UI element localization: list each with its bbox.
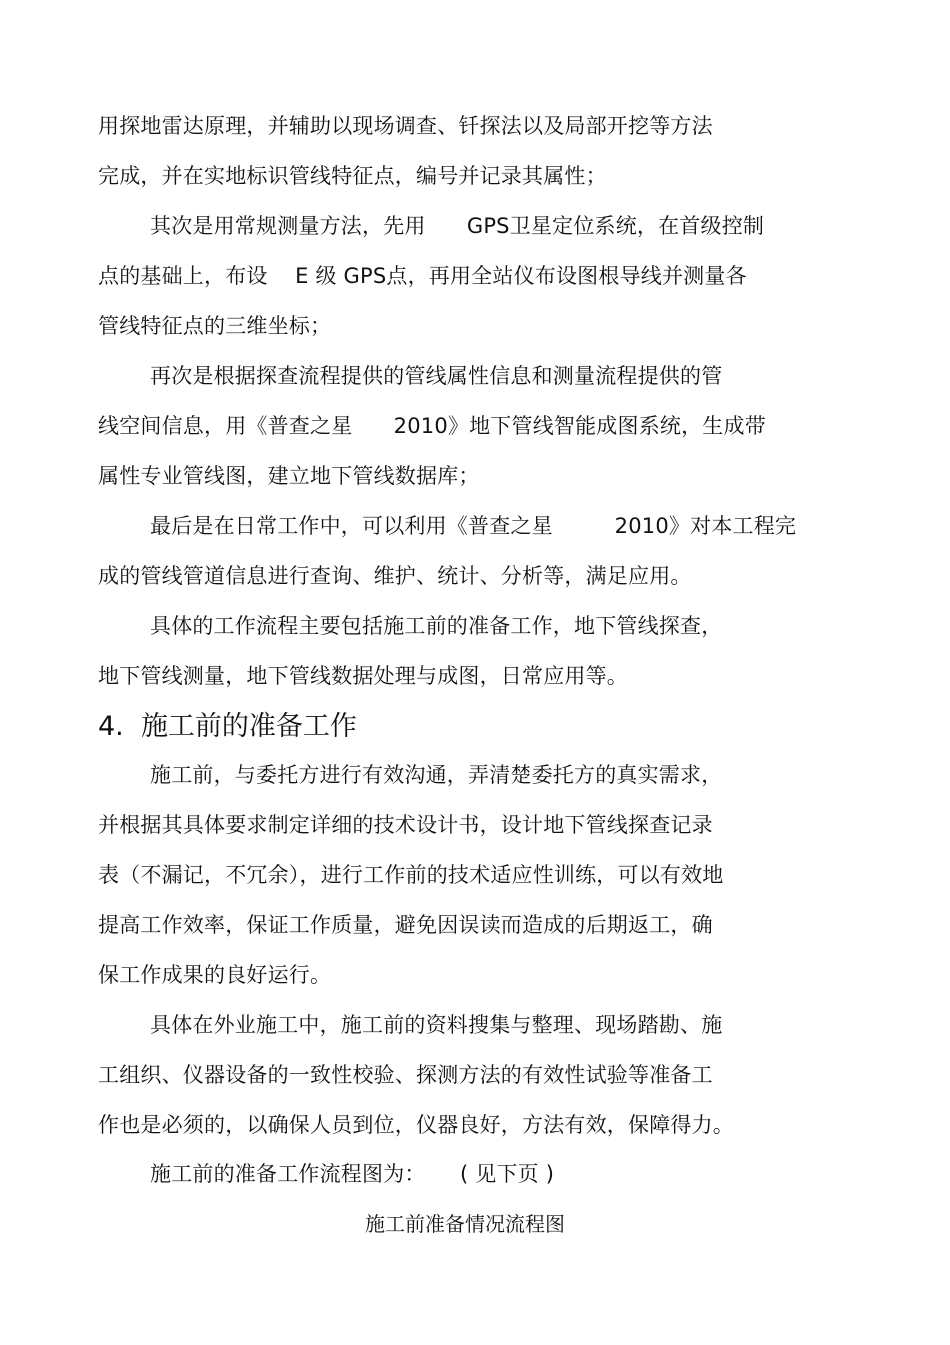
paragraph-line: 成的管线管道信息进行查询、维护、统计、分析等，满足应用。 bbox=[98, 564, 692, 588]
paragraph-line: 再次是根据探查流程提供的管线属性信息和测量流程提供的管 bbox=[150, 364, 723, 388]
figure-caption: 施工前准备情况流程图 bbox=[365, 1212, 565, 1236]
paragraph-line: 具体在外业施工中，施工前的资料搜集与整理、现场踏勘、施 bbox=[150, 1013, 723, 1037]
paragraph-line: 属性专业管线图，建立地下管线数据库； bbox=[98, 464, 480, 488]
paragraph-line: 最后是在日常工作中，可以利用《普查之星 2010》对本工程完 bbox=[150, 514, 797, 538]
paragraph-line: 其次是用常规测量方法，先用 GPS卫星定位系统，在首级控制 bbox=[150, 214, 765, 238]
section-title: 施工前的准备工作 bbox=[140, 711, 357, 742]
paragraph-line: 提高工作效率，保证工作质量，避免因误读而造成的后期返工，确 bbox=[98, 913, 713, 937]
paragraph-line: 完成，并在实地标识管线特征点，编号并记录其属性； bbox=[98, 164, 607, 188]
section-number: 4. bbox=[98, 711, 124, 742]
paragraph-line: 用探地雷达原理，并辅助以现场调查、钎探法以及局部开挖等方法 bbox=[98, 114, 713, 138]
paragraph-line: 管线特征点的三维坐标； bbox=[98, 314, 332, 338]
paragraph-line: 表（不漏记，不冗余），进行工作前的技术适应性训练，可以有效地 bbox=[98, 863, 724, 887]
paragraph-line: 作也是必须的，以确保人员到位，仪器良好，方法有效，保障得力。 bbox=[98, 1113, 734, 1137]
paragraph-line: 工组织、仪器设备的一致性校验、探测方法的有效性试验等准备工 bbox=[98, 1063, 713, 1087]
paragraph-line: 并根据其具体要求制定详细的技术设计书，设计地下管线探查记录 bbox=[98, 813, 713, 837]
section-heading bbox=[98, 710, 357, 744]
paragraph-line: 点的基础上，布设 E 级 GPS点，再用全站仪布设图根导线并测量各 bbox=[98, 264, 747, 288]
paragraph-line: 施工前，与委托方进行有效沟通，弄清楚委托方的真实需求， bbox=[150, 763, 723, 787]
paragraph-line: 保工作成果的良好运行。 bbox=[98, 963, 332, 987]
paragraph-line: 地下管线测量，地下管线数据处理与成图，日常应用等。 bbox=[98, 664, 628, 688]
paragraph-line: 线空间信息，用《普查之星 2010》地下管线智能成图系统，生成带 bbox=[98, 414, 766, 438]
paragraph-line: 具体的工作流程主要包括施工前的准备工作，地下管线探查， bbox=[150, 614, 723, 638]
paragraph-line: 施工前的准备工作流程图为： ( 见下页 ) bbox=[150, 1162, 555, 1186]
